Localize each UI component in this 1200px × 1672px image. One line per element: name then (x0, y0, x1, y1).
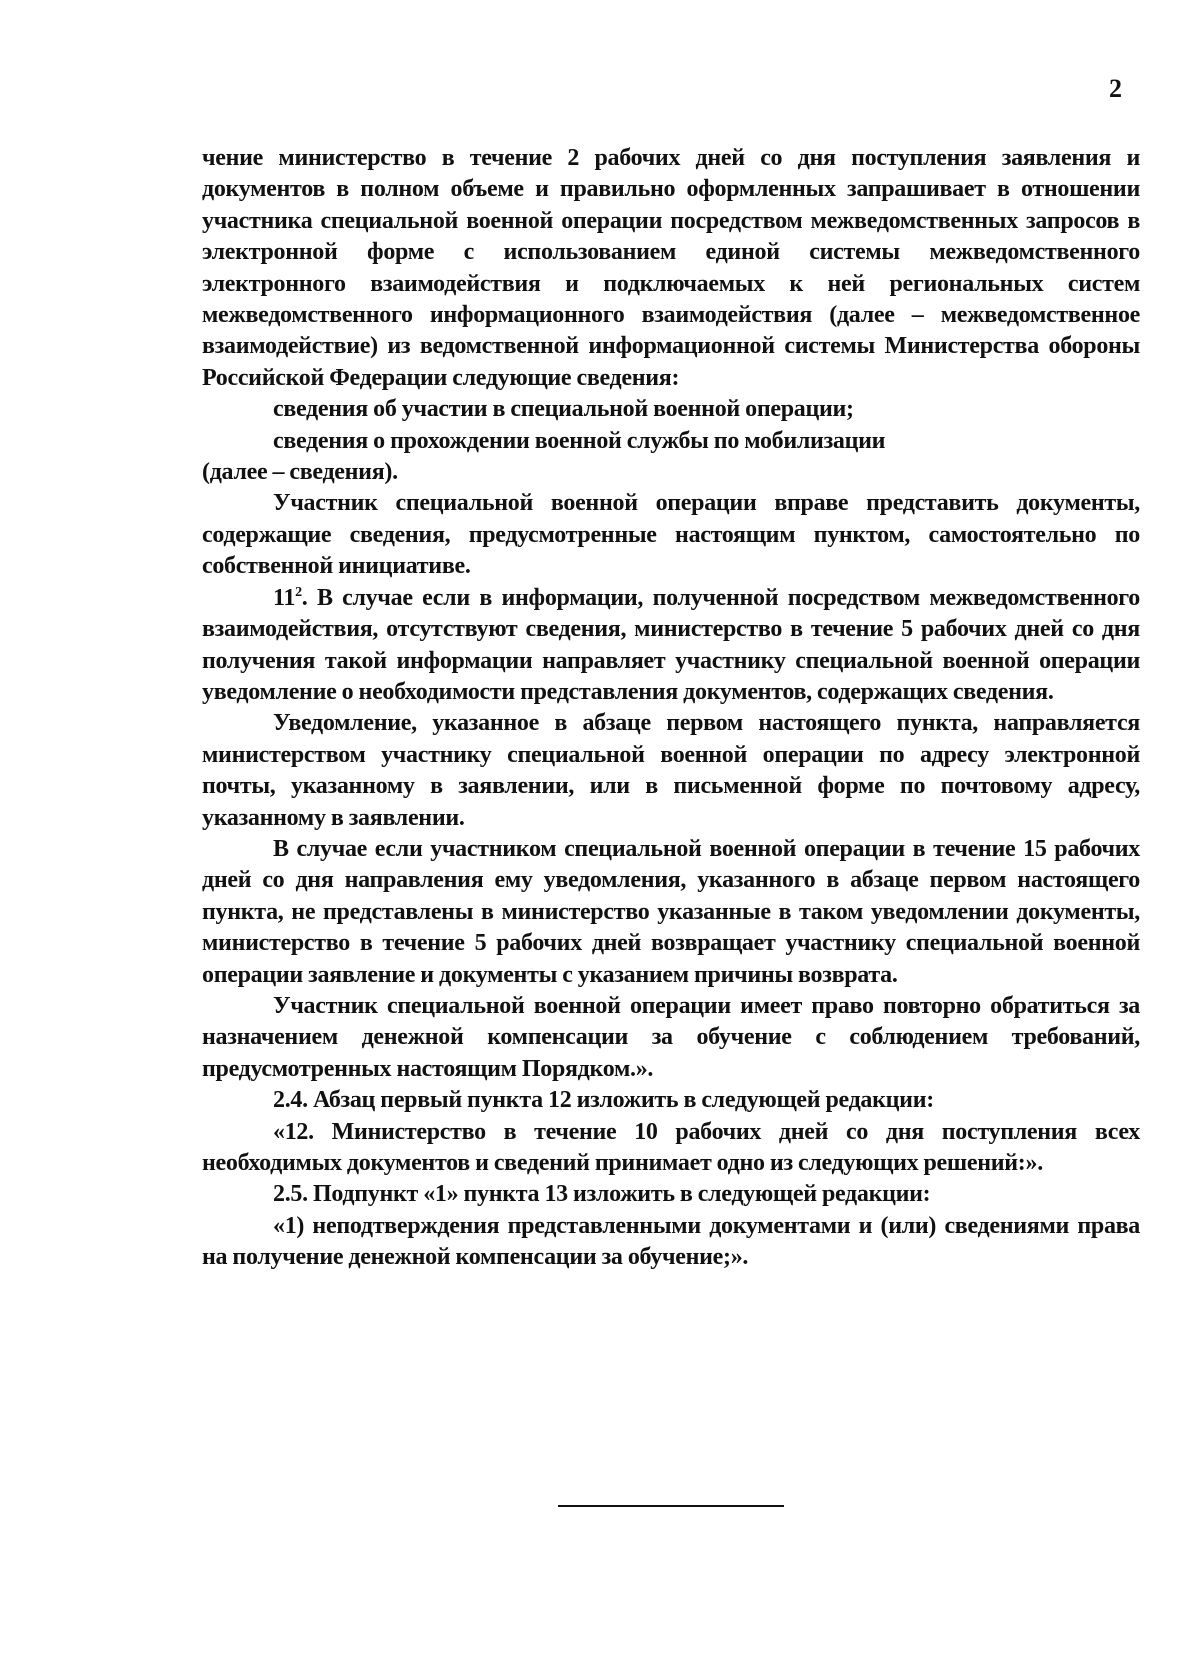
paragraph-list-item-2: сведения о прохождении военной службы по мобилизации (273, 427, 886, 454)
paragraph-return: В случае если участником специальной военной операции в течение 15 рабочих дней со дня направления ему уведомления, указанного в абзаце первом настоящего пункта, не представлены в министерство указанные в таком уведомлении документы, министерство в течение 5 рабочих дней возвращает участнику специальной военной операции заявление и документы с указанием причины возврата. (202, 835, 1140, 988)
paragraph-subitem-1: «1) неподтверждения представленными документами и (или) сведениями права на получение денежной компенсации за обучение;». (202, 1212, 1140, 1271)
paragraph-participant-right: Участник специальной военной операции вправе представить документы, содержащие сведения, предусмотренные настоящим пунктом, самостоятельно по собственной инициативе. (202, 490, 1140, 580)
paragraph-note: (далее – сведения). (202, 459, 398, 486)
paragraph-item-11-2 (202, 583, 1140, 709)
paragraph-notification: Уведомление, указанное в абзаце первом настоящего пункта, направляется министерством участнику специальной военной операции по адресу электронной почты, указанному в заявлении, или в письменной форме по почтовому адресу, указанному в заявлении. (202, 710, 1140, 831)
item-number: 11 (273, 584, 296, 611)
paragraph-list-item-1: сведения об участии в специальной военной операции; (273, 396, 854, 423)
page-number: 2 (1109, 74, 1122, 103)
item-text: . В случае если в информации, полученной посредством межведомственного взаимодействия, отсутствуют сведения, министерство в течение 5 рабочих дней со дня получения такой информации направляет участнику специальной военной операции уведомление о необходимости представления документов, содержащих сведения. (202, 584, 1140, 705)
closing-rule (558, 1505, 784, 1507)
document-body (202, 143, 1140, 1274)
paragraph-amendment-2-5: 2.5. Подпункт «1» пункта 13 изложить в следующей редакции: (273, 1181, 931, 1208)
paragraph-item-12: «12. Министерство в течение 10 рабочих дней со дня поступления всех необходимых документов и сведений принимает одно из следующих решений:». (202, 1118, 1140, 1176)
item-superscript: 2 (295, 584, 302, 600)
paragraph-reapply: Участник специальной военной операции имеет право повторно обратиться за назначением денежной компенсации за обучение с соблюдением требований, предусмотренных настоящим Порядком.». (202, 992, 1140, 1082)
paragraph-amendment-2-4: 2.4. Абзац первый пункта 12 изложить в следующей редакции: (273, 1087, 934, 1114)
paragraph-continuation: чение министерство в течение 2 рабочих дней со дня поступления заявления и документов в полном объеме и правильно оформленных запрашивает в отношении участника специальной военной операции посредством межведомственных запросов в электронной форме с использованием единой системы межведомственного электронного взаимодействия и подключаемых к ней региональных систем межведомственного информационного взаимодействия (далее – межведомственное взаимодействие) из ведомственной информационной системы Министерства обороны Российской Федерации следующие сведения: (202, 145, 1140, 391)
